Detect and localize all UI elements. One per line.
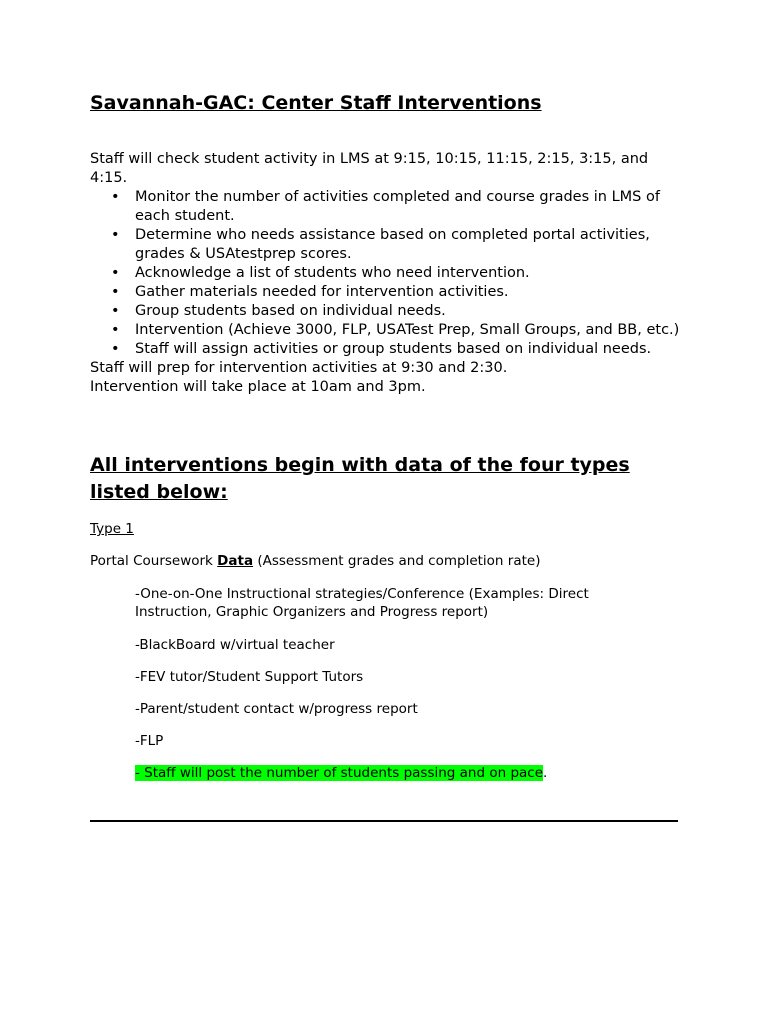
portal-coursework-line [90, 553, 540, 569]
intro-section [90, 150, 680, 397]
list-item-text: Determine who needs assistance based on completed portal activities, grades & USAtestprep scores. [135, 227, 650, 262]
list-item [90, 302, 680, 321]
prep-line: Staff will prep for intervention activities at 9:30 and 2:30. [90, 360, 508, 376]
bullet-icon: • [111, 265, 120, 281]
time-line: Intervention will take place at 10am and 3pm. [90, 379, 426, 395]
list-item [90, 226, 680, 264]
highlight-text: - Staff will post the number of students passing and on pace [135, 765, 544, 781]
list-item-text: Acknowledge a list of students who need intervention. [135, 265, 530, 281]
portal-prefix: Portal Coursework [90, 553, 218, 569]
document-title: Savannah-GAC: Center Staff Interventions [90, 92, 542, 114]
list-item [90, 188, 680, 226]
bullet-icon: • [111, 303, 120, 319]
list-item-text: Group students based on individual needs. [135, 303, 446, 319]
activity-list [90, 188, 680, 359]
bullet-icon: • [111, 189, 120, 205]
bullet-icon: • [111, 322, 120, 338]
portal-suffix: (Assessment grades and completion rate) [253, 553, 541, 569]
section-heading: All interventions begin with data of the four types listed below: [90, 454, 630, 503]
list-item [90, 340, 680, 359]
list-item-text: Staff will assign activities or group students based on individual needs. [135, 341, 652, 357]
bullet-icon: • [111, 227, 120, 243]
sub-item: -BlackBoard w/virtual teacher [135, 637, 335, 653]
list-item [90, 283, 680, 302]
list-item [90, 321, 680, 340]
sub-item: -Parent/student contact w/progress report [135, 701, 418, 717]
intro-line: Staff will check student activity in LMS at 9:15, 10:15, 11:15, 2:15, 3:15, and 4:15. [90, 151, 649, 186]
highlight-suffix: . [543, 765, 548, 781]
horizontal-rule [90, 820, 678, 822]
list-item-text: Intervention (Achieve 3000, FLP, USATest Prep, Small Groups, and BB, etc.) [135, 322, 680, 338]
list-item-text: Gather materials needed for intervention activities. [135, 284, 509, 300]
type-label: Type 1 [90, 521, 134, 537]
portal-data-word: Data [217, 553, 254, 569]
sub-item: -FLP [135, 733, 164, 749]
list-item [90, 264, 680, 283]
list-item-text: Monitor the number of activities completed and course grades in LMS of each student. [135, 189, 660, 224]
bullet-icon: • [111, 284, 120, 300]
sub-item: -FEV tutor/Student Support Tutors [135, 669, 364, 685]
sub-item: -One-on-One Instructional strategies/Conference (Examples: Direct Instruction, Graphic Organizers and Progress report) [135, 586, 589, 620]
bullet-icon: • [111, 341, 120, 357]
highlighted-note [135, 764, 635, 782]
